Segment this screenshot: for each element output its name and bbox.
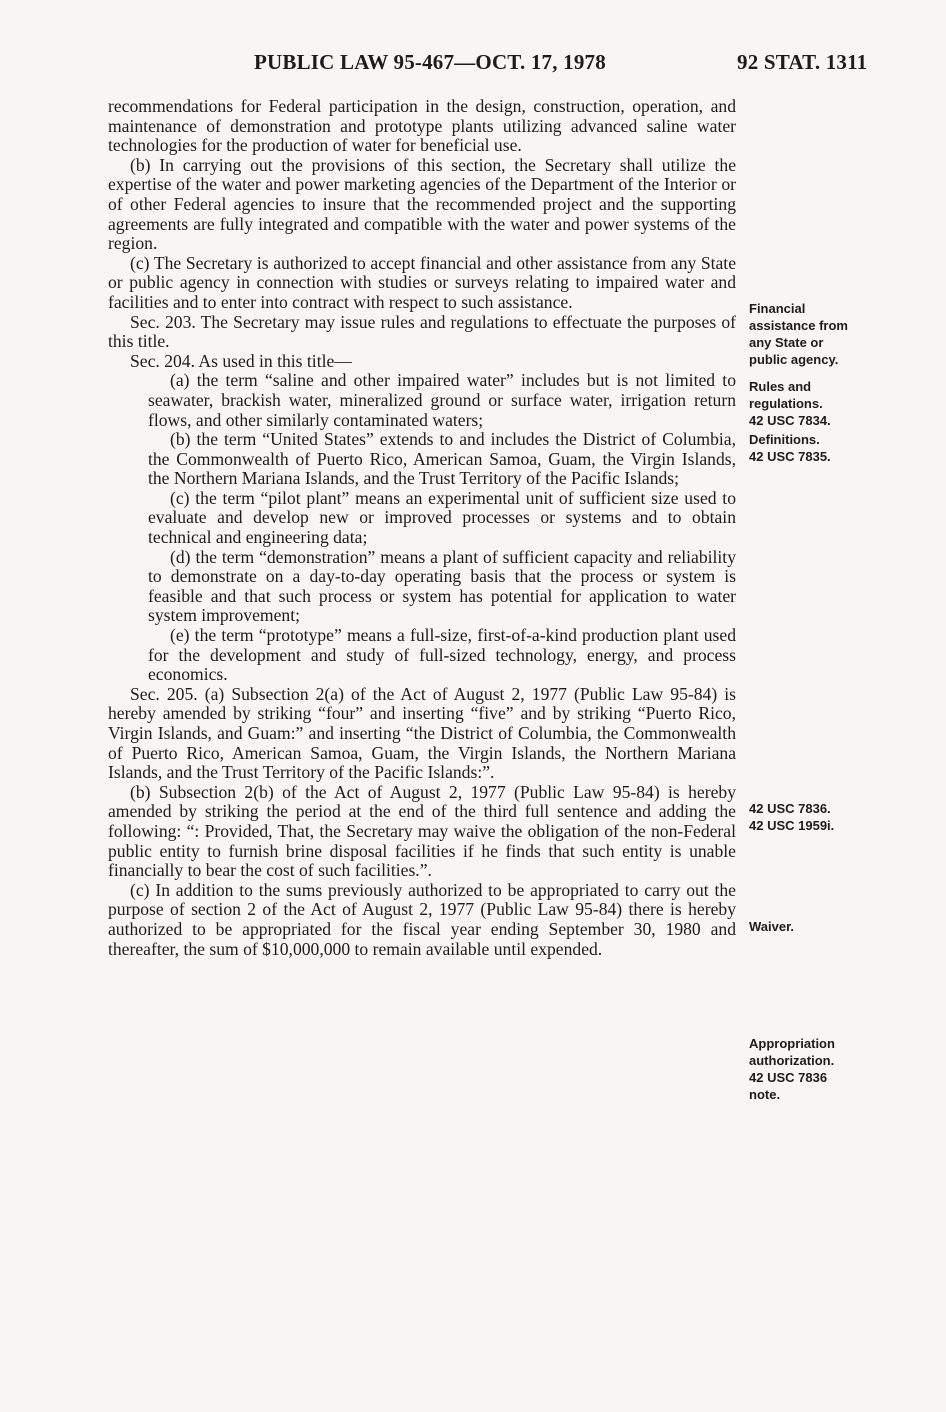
margin-note-line: Waiver. [749,919,795,934]
statute-page-number: 92 STAT. 1311 [737,50,868,74]
margin-note-line: 42 USC 7836 [749,1070,828,1085]
paragraph-sec-204: Sec. 204. As used in this title— [130,350,352,371]
definition-b: (b) the term “United States” extends to and includes the District of Columbia, the Commonwealth of Puerto Rico, American Samoa, Guam, the Virgin Islands, the Northern Mariana Islands, and the Trust Territory of the Pacific Islands; [148,429,736,489]
margin-note-line: 42 USC 7836. [749,801,831,816]
definition-e: (e) the term “prototype” means a full-size, first-of-a-kind production plant used for the development and study of full-sized technology, energy, and process economics. [148,625,736,685]
margin-note-line: authorization. [749,1053,835,1068]
margin-note-line: 42 USC 7834. [749,413,831,428]
margin-note-rules [749,378,909,429]
definition-d: (d) the term “demonstration” means a plant of sufficient capacity and reliability to demonstrate on a day-to-day operating basis that the process or system is feasible and that such process or system has potential for application to water system improvement; [148,546,736,626]
margin-note-financial-assistance [749,300,909,368]
page-header [0,50,946,78]
margin-note-line: 42 USC 7835. [749,449,831,464]
paragraph-202c: (c) The Secretary is authorized to accept financial and other assistance from any State or public agency in connection with studies or surveys relating to impaired water and facilities and to enter into contract with respect to such assistance. [108,252,736,312]
running-title: PUBLIC LAW 95-467—OCT. 17, 1978 [254,50,606,74]
margin-note-line: Financial [749,301,806,316]
margin-note-line: public agency. [749,352,839,367]
margin-note-usc-7836 [749,800,909,834]
margin-note-line: any State or [749,335,824,350]
definition-c: (c) the term “pilot plant” means an experimental unit of sufficient size used to evaluate and develop new or improved processes or systems and to obtain technical and engineering data; [148,487,736,548]
paragraph-sec-205c: (c) In addition to the sums previously authorized to be appropriated to carry out the purpose of section 2 of the Act of August 2, 1977 (Public Law 95-84) there is hereby authorized to be appropriated for the fiscal year ending September 30, 1980 and thereafter, the sum of $10,000,000 to remain available until expended. [108,879,736,959]
margin-note-appropriation [749,1035,909,1103]
margin-note-line: Rules and [749,379,812,394]
paragraph-202b: (b) In carrying out the provisions of this section, the Secretary shall utilize the expertise of the water and power marketing agencies of the Department of the Interior or of other Federal agencies to insure that the recommended project and the supporting agreements are fully integrated and compatible with the water and power systems of the region. [108,154,736,254]
margin-note-line: Definitions. [749,432,820,447]
paragraph-sec-205b: (b) Subsection 2(b) of the Act of August 2, 1977 (Public Law 95-84) is hereby amended by striking the period at the end of the third full sentence and adding the following: “: Provided, That, the Secretary may waive the obligation of the non-Federal public entity to furnish brine disposal facilities if he finds that such entity is unable financially to bear the cost of such facilities.”. [108,781,736,881]
body-text [108,97,736,959]
paragraph-sec-203: Sec. 203. The Secretary may issue rules and regulations to effectuate the purposes of this title. [108,311,736,352]
margin-note-line: regulations. [749,396,823,411]
paragraph-continuation: recommendations for Federal participation in the design, construction, operation, and maintenance of demonstration and prototype plants utilizing advanced saline water technologies for the production of water for beneficial use. [108,96,736,156]
margin-note-line: Appropriation [749,1036,835,1051]
margin-note-waiver [749,918,909,935]
margin-note-line: note. [749,1087,781,1102]
margin-note-definitions [749,431,909,465]
margin-note-line: assistance from [749,318,848,333]
margin-note-line: 42 USC 1959i. [749,818,835,833]
definition-a: (a) the term “saline and other impaired water” includes but is not limited to seawater, brackish water, mineralized ground or surface water, irrigation return flows, and other similarly contaminated waters; [148,370,736,430]
paragraph-sec-205a: Sec. 205. (a) Subsection 2(a) of the Act of August 2, 1977 (Public Law 95-84) is hereby amended by striking “four” and inserting “five” and by striking “Puerto Rico, Virgin Islands, and Guam:” and inserting “the District of Columbia, the Commonwealth of Puerto Rico, American Samoa, Guam, the Virgin Islands, the Northern Mariana Islands, and the Trust Territory of the Pacific Islands:”. [108,683,736,783]
